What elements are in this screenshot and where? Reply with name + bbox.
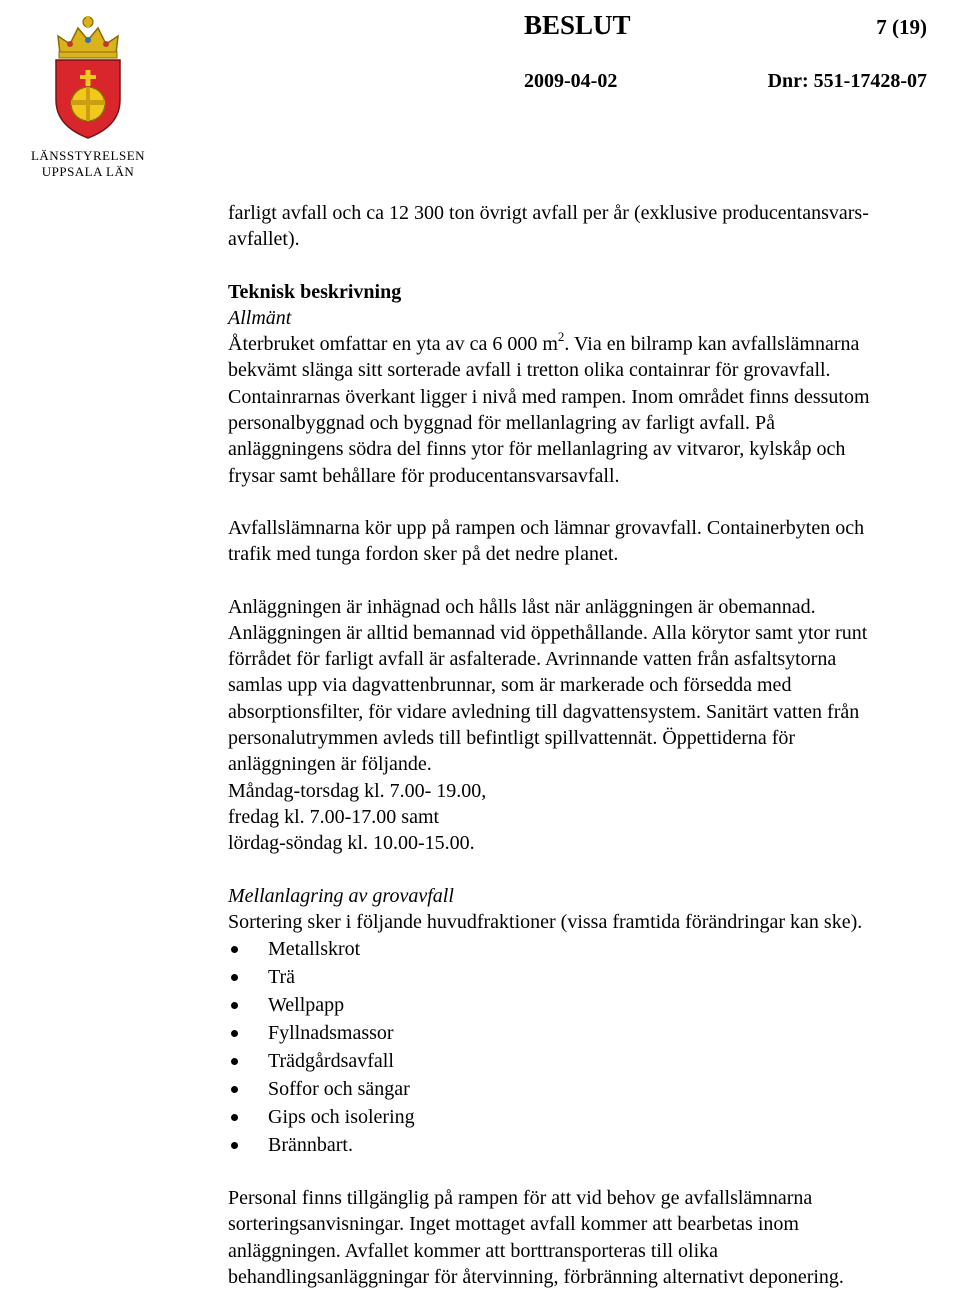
body-line: anläggningens södra del finns ytor för mellanlagring av vitvaror, kylskåp och xyxy=(228,438,846,461)
body-line: avfallet). xyxy=(228,228,300,251)
body-line: sorteringsanvisningar. Inget mottaget avfall kommer att bearbetas inom xyxy=(228,1213,799,1236)
diary-number: Dnr: 551-17428-07 xyxy=(767,70,927,92)
body-line: Avfallslämnarna kör upp på rampen och lämnar grovavfall. Containerbyten och xyxy=(228,516,865,539)
body-line: Personal finns tillgänglig på rampen för att vid behov ge avfallslämnarna xyxy=(228,1187,813,1210)
body-line: trafik med tunga fordon sker på det nedre planet. xyxy=(228,543,619,566)
document-body xyxy=(228,200,960,1290)
body-line: Återbruket omfattar en yta av ca 6 000 $m^2$. Via en bilramp kan avfallslämnarna xyxy=(228,329,860,356)
fraction-list xyxy=(228,935,960,1159)
agency-name: LÄNSSTYRELSEN UPPSALA LÄN xyxy=(30,148,146,179)
list-item: Fyllnadsmassor xyxy=(228,1019,960,1047)
body-line: bekvämt slänga sitt sorterade avfall i tretton olika containrar för grovavfall. xyxy=(228,359,831,382)
agency-logo xyxy=(18,14,158,184)
body-line: farligt avfall och ca 12 300 ton övrigt avfall per år (exklusive producentansvars- xyxy=(228,202,869,224)
body-line: samlas upp via dagvattenbrunnar, som är markerade och försedda med xyxy=(228,674,792,697)
list-item: Gips och isolering xyxy=(228,1103,960,1131)
coat-of-arms-icon xyxy=(50,14,126,142)
list-item: Metallskrot xyxy=(228,935,960,963)
body-line: anläggningen är följande. xyxy=(228,753,432,776)
body-line: Anläggningen är inhägnad och hålls låst när anläggningen är obemannad. xyxy=(228,595,816,618)
subheading-allmant: Allmänt xyxy=(228,306,292,329)
body-line: personalutrymmen avleds till befintligt spillvattennät. Öppettiderna för xyxy=(228,727,796,750)
section-heading-teknisk: Teknisk beskrivning xyxy=(228,280,402,303)
list-item: Trädgårdsavfall xyxy=(228,1047,960,1075)
list-item: Soffor och sängar xyxy=(228,1075,960,1103)
body-line: Containrarnas överkant ligger i nivå med rampen. Inom området finns dessutom xyxy=(228,385,870,408)
page-number: 7 (19) xyxy=(876,15,927,39)
body-line: frysar samt behållare för producentansvarsavfall. xyxy=(228,464,620,487)
opening-hours-line: lördag-söndag kl. 10.00-15.00. xyxy=(228,832,475,855)
body-line: förrådet för farligt avfall är asfalterade. Avrinnande vatten från asfaltsytorna xyxy=(228,648,837,671)
body-line: absorptionsfilter, för vidare avledning till dagvattensystem. Sanitärt vatten från xyxy=(228,700,860,723)
document-date: 2009-04-02 xyxy=(524,70,618,92)
body-line: anläggningen. Avfallet kommer att borttransporteras till olika xyxy=(228,1239,719,1262)
list-item: Brännbart. xyxy=(228,1131,960,1159)
body-line: behandlingsanläggningar för återvinning, förbränning alternativt deponering. xyxy=(228,1266,844,1289)
opening-hours-line: Måndag-torsdag kl. 7.00- 19.00, xyxy=(228,779,487,802)
list-item: Trä xyxy=(228,963,960,991)
body-line: personalbyggnad och byggnad för mellanlagring av farligt avfall. På xyxy=(228,412,776,435)
document-type: BESLUT xyxy=(524,10,631,40)
body-line: Anläggningen är alltid bemannad vid öppethållande. Alla körytor samt ytor runt xyxy=(228,621,868,644)
subheading-mellanlagring: Mellanlagring av grovavfall xyxy=(228,884,454,907)
body-line: Sortering sker i följande huvudfraktioner (vissa framtida förändringar kan ske). xyxy=(228,910,863,933)
opening-hours-line: fredag kl. 7.00-17.00 samt xyxy=(228,805,440,828)
list-item: Wellpapp xyxy=(228,991,960,1019)
